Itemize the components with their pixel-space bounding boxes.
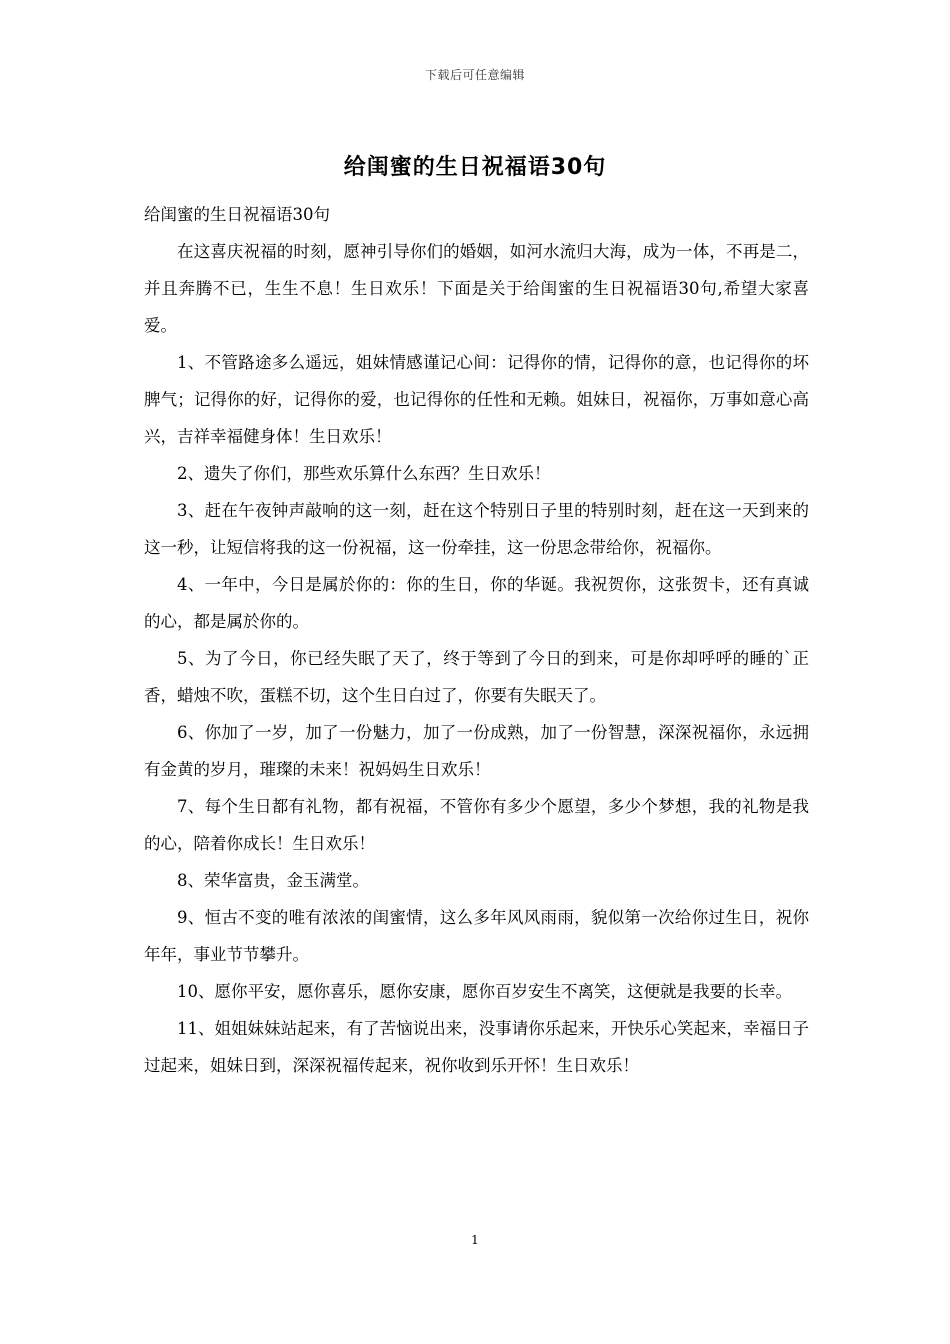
page-number: 1 [471, 1233, 479, 1247]
list-item: 6、你加了一岁，加了一份魅力，加了一份成熟，加了一份智慧，深深祝福你，永远拥有金黄的岁月，璀璨的未来！祝妈妈生日欢乐！ [144, 723, 809, 779]
document-body [144, 196, 809, 1084]
intro-paragraph: 在这喜庆祝福的时刻，愿神引导你们的婚姻，如河水流归大海，成为一体，不再是二，并且奔腾不已，生生不息！生日欢乐！下面是关于给闺蜜的生日祝福语30句,希望大家喜爱。 [144, 242, 809, 335]
list-item: 5、为了今日，你已经失眠了天了，终于等到了今日的到来，可是你却呼呼的睡的`正香，蜡烛不吹，蛋糕不切，这个生日白过了，你要有失眠天了。 [144, 649, 809, 705]
list-item: 10、愿你平安，愿你喜乐，愿你安康，愿你百岁安生不离笑，这便就是我要的长幸。 [177, 982, 792, 1001]
list-item: 3、赶在午夜钟声敲响的这一刻，赶在这个特别日子里的特别时刻，赶在这一天到来的这一秒，让短信将我的这一份祝福，这一份牵挂，这一份思念带给你，祝福你。 [144, 501, 809, 557]
list-item: 11、姐姐妹妹站起来，有了苦恼说出来，没事请你乐起来，开快乐心笑起来，幸福日子过起来，姐妹日到，深深祝福传起来，祝你收到乐开怀！生日欢乐！ [144, 1019, 809, 1075]
list-item: 9、恒古不变的唯有浓浓的闺蜜情，这么多年风风雨雨，貌似第一次给你过生日，祝你年年，事业节节攀升。 [144, 908, 809, 964]
list-item: 8、荣华富贵，金玉满堂。 [177, 871, 369, 890]
header-note: 下载后可任意编辑 [424, 68, 525, 82]
document-title: 给闺蜜的生日祝福语30句 [343, 155, 607, 180]
document-subtitle: 给闺蜜的生日祝福语30句 [144, 205, 330, 224]
list-item: 4、一年中，今日是属於你的：你的生日，你的华诞。我祝贺你，这张贺卡，还有真诚的心，都是属於你的。 [144, 575, 809, 631]
list-item: 7、每个生日都有礼物，都有祝福，不管你有多少个愿望，多少个梦想，我的礼物是我的心，陪着你成长！生日欢乐！ [144, 797, 809, 853]
list-item: 2、遗失了你们，那些欢乐算什么东西？生日欢乐！ [177, 464, 551, 483]
list-item: 1、不管路途多么遥远，姐妹情感谨记心间：记得你的情，记得你的意，也记得你的坏脾气；记得你的好，记得你的爱，也记得你的任性和无赖。姐妹日，祝福你，万事如意心高兴，吉祥幸福健身体！生日欢乐！ [144, 353, 809, 446]
